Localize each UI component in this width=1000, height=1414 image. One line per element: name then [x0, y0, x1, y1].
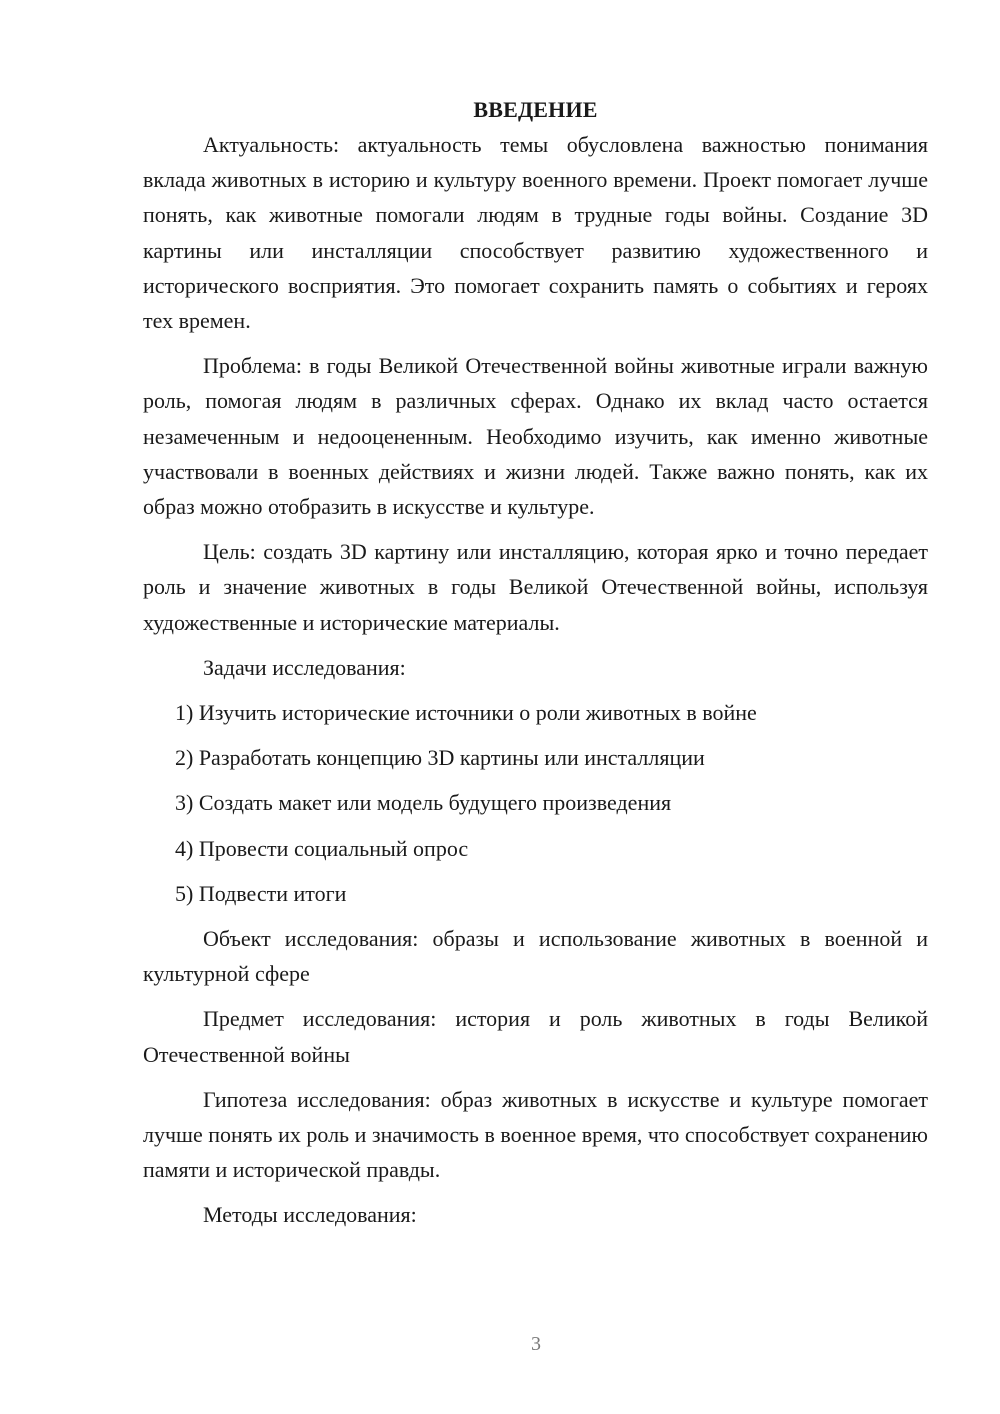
paragraph-hypothesis: Гипотеза исследования: образ животных в искусстве и культуре помогает лучше понять их роль и значимость в военное время, что способствует сохранению памяти и исторической правды. [143, 1086, 928, 1183]
paragraph-subject: Предмет исследования: история и роль животных в годы Великой Отечественной войны [143, 1006, 928, 1067]
list-item: 4) Провести социальный опрос [175, 835, 469, 861]
paragraph-object: Объект исследования: образы и использование животных в военной и культурной сфере [143, 926, 928, 987]
list-item: 5) Подвести итоги [175, 880, 347, 906]
paragraph-problem: Проблема: в годы Великой Отечественной войны животные играли важную роль, помогая людям в различных сферах. Однако их вклад часто остается незамеченным и недооцененным. Необходимо изучить, как именно животные участвовали в военных действиях и жизни людей. Также важно понять, как их образ можно отобразить в искусстве и культуре. [143, 353, 928, 520]
paragraph-methods: Методы исследования: [203, 1202, 417, 1228]
paragraph-relevance: Актуальность: актуальность темы обусловлена важностью понимания вклада животных в историю и культуру военного времени. Проект помогает лучше понять, как животные помогали людям в трудные годы войны. Создание 3D картины или инсталляции способствует развитию художественного и исторического восприятия. Это помогает сохранить память о событиях и героях тех времен. [143, 132, 928, 334]
tasks-heading: Задачи исследования: [203, 654, 406, 680]
document-page [143, 92, 928, 1233]
list-item: 2) Разработать концепцию 3D картины или инсталляции [175, 745, 705, 771]
section-title: ВВЕДЕНИЕ [473, 97, 598, 122]
page-number: 3 [531, 1333, 541, 1355]
list-item: 1) Изучить исторические источники о роли животных в войне [175, 700, 757, 726]
list-item: 3) Создать макет или модель будущего произведения [175, 790, 672, 816]
paragraph-goal: Цель: создать 3D картину или инсталляцию, которая ярко и точно передает роль и значение животных в годы Великой Отечественной войны, используя художественные и исторические материалы. [143, 539, 928, 635]
task-list [143, 695, 928, 911]
